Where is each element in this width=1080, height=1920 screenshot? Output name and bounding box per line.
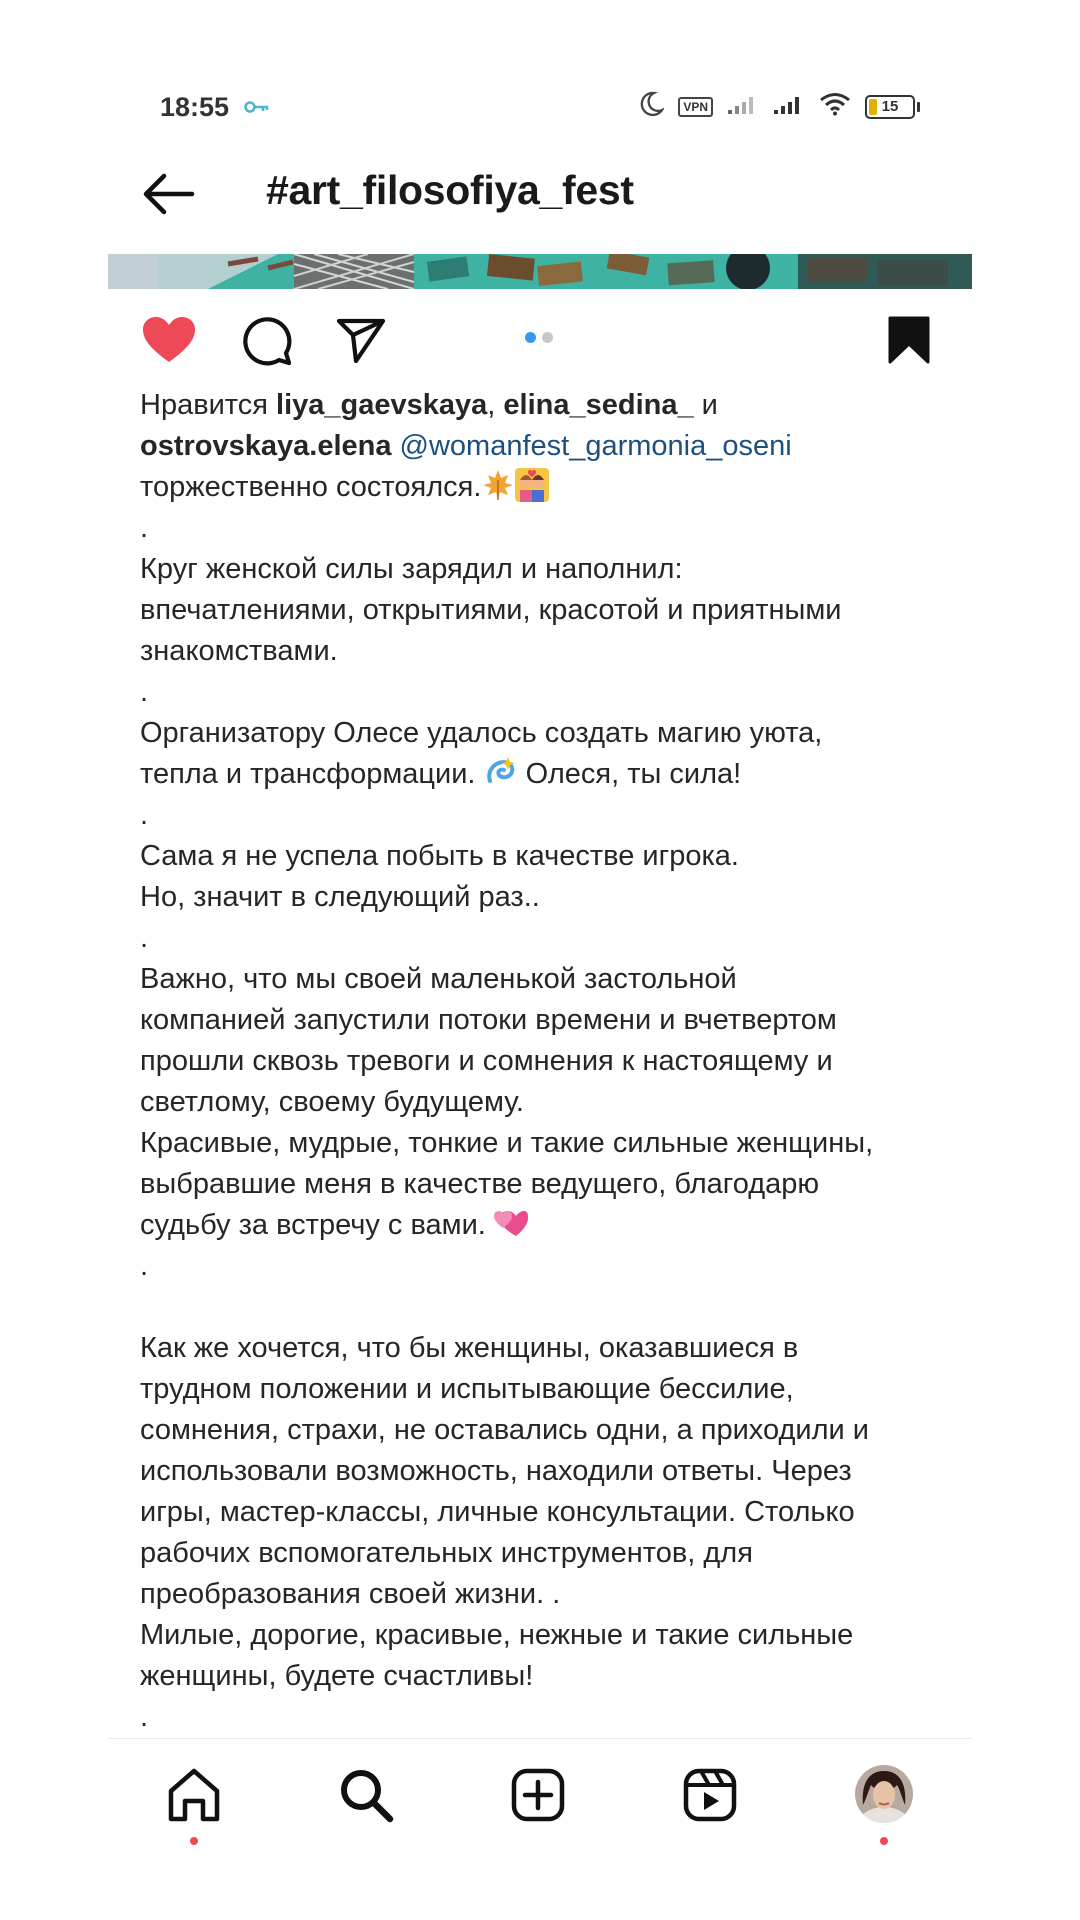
reels-icon	[683, 1768, 737, 1822]
caption-text: Как же хочется, что бы женщины, оказавшиеся в трудном положении и испытывающие бессилие, сомнения, страхи, не оставались одни, а приходили и использовали возможность, находили ответы. Через игры, мастер-классы, личные консультации. Столько рабочих вспомогательных инструментов, для преобразования своей жизни. . Милые, дорогие, красивые, нежные и такие сильные женщины, будете счастливы!	[140, 1332, 869, 1692]
carousel-indicator	[525, 332, 553, 343]
bookmark-filled-icon	[888, 316, 930, 364]
liker-username[interactable]: elina_sedina_	[503, 389, 694, 421]
share-button[interactable]	[336, 318, 386, 369]
caption-first-lines	[140, 426, 940, 467]
nav-reels[interactable]	[670, 1755, 750, 1845]
caption-text: торжественно состоялся.	[140, 467, 940, 508]
two-hearts-icon	[494, 1206, 528, 1240]
maple-leaf-icon	[481, 468, 515, 502]
caption-text: .	[140, 512, 149, 544]
nav-search[interactable]	[326, 1755, 406, 1845]
key-icon	[244, 100, 270, 119]
caption-text: .	[140, 1701, 149, 1733]
vpn-icon: VPN	[678, 97, 713, 117]
save-button[interactable]	[888, 316, 930, 369]
post-caption	[140, 385, 940, 1738]
send-icon	[336, 318, 386, 364]
nav-divider	[108, 1738, 972, 1739]
caption-text: Сама я не успела побыть в качестве игрока. Но, значит в следующий раз..	[140, 840, 739, 913]
caption-spacer	[140, 1287, 940, 1328]
mention-link[interactable]: @womanfest_garmonia_oseni	[399, 430, 792, 462]
signal-icon	[727, 93, 759, 120]
caption-text: .	[140, 1250, 149, 1282]
couple-kiss-icon	[515, 468, 549, 502]
notification-dot	[880, 1837, 888, 1845]
plus-square-icon	[511, 1768, 565, 1822]
caption-text: Круг женской силы зарядил и наполнил: впечатлениями, открытиями, красотой и приятными знакомствами.	[140, 553, 842, 667]
like-button[interactable]	[142, 316, 196, 369]
comment-button[interactable]	[242, 316, 292, 371]
caption-text: Важно, что мы своей маленькой застольной компанией запустили потоки времени и вчетвертом прошли сквозь тревоги и сомнения к настоящему и светлому, своему будущему. Красивые, мудрые, тонкие и такие сильные женщины, выбравшие меня в качестве ведущего, благодарю судьбу за встречу с вами.	[140, 963, 874, 1241]
caption-text: .	[140, 799, 149, 831]
status-bar	[160, 86, 920, 130]
nav-profile[interactable]	[844, 1755, 924, 1845]
status-icons	[638, 90, 920, 123]
carousel-dot	[542, 332, 553, 343]
arrow-left-icon	[140, 170, 196, 218]
battery-icon: 15	[865, 95, 915, 119]
author-username[interactable]: ostrovskaya.elena	[140, 430, 392, 462]
search-icon	[338, 1767, 394, 1823]
carousel-dot-active	[525, 332, 536, 343]
home-icon	[167, 1767, 221, 1827]
status-time: 18:55	[160, 92, 230, 122]
signal-icon	[773, 93, 805, 120]
avatar	[855, 1765, 913, 1823]
liker-username[interactable]: liya_gaevskaya	[276, 389, 488, 421]
page-title: #art_filosofiya_fest	[266, 167, 634, 213]
caption-text: .	[140, 922, 149, 954]
top-header	[140, 160, 940, 230]
dizzy-icon	[484, 755, 518, 789]
comment-icon	[242, 316, 292, 366]
back-button[interactable]	[140, 170, 196, 218]
post-actions	[140, 312, 940, 372]
wifi-icon	[819, 92, 851, 121]
nav-home[interactable]	[154, 1755, 234, 1845]
post-image[interactable]	[108, 254, 972, 289]
bottom-nav	[108, 1755, 972, 1845]
caption-text: .	[140, 676, 149, 708]
notification-dot	[190, 1837, 198, 1845]
likes-line: Нравится liya_gaevskaya, elina_sedina_ и	[140, 389, 718, 421]
caption-text: Организатору Олесе удалось создать магию уюта, тепла и трансформации. Олеся, ты сила!	[140, 717, 823, 790]
nav-create[interactable]	[498, 1755, 578, 1845]
moon-icon	[638, 90, 664, 123]
heart-filled-icon	[142, 316, 196, 364]
